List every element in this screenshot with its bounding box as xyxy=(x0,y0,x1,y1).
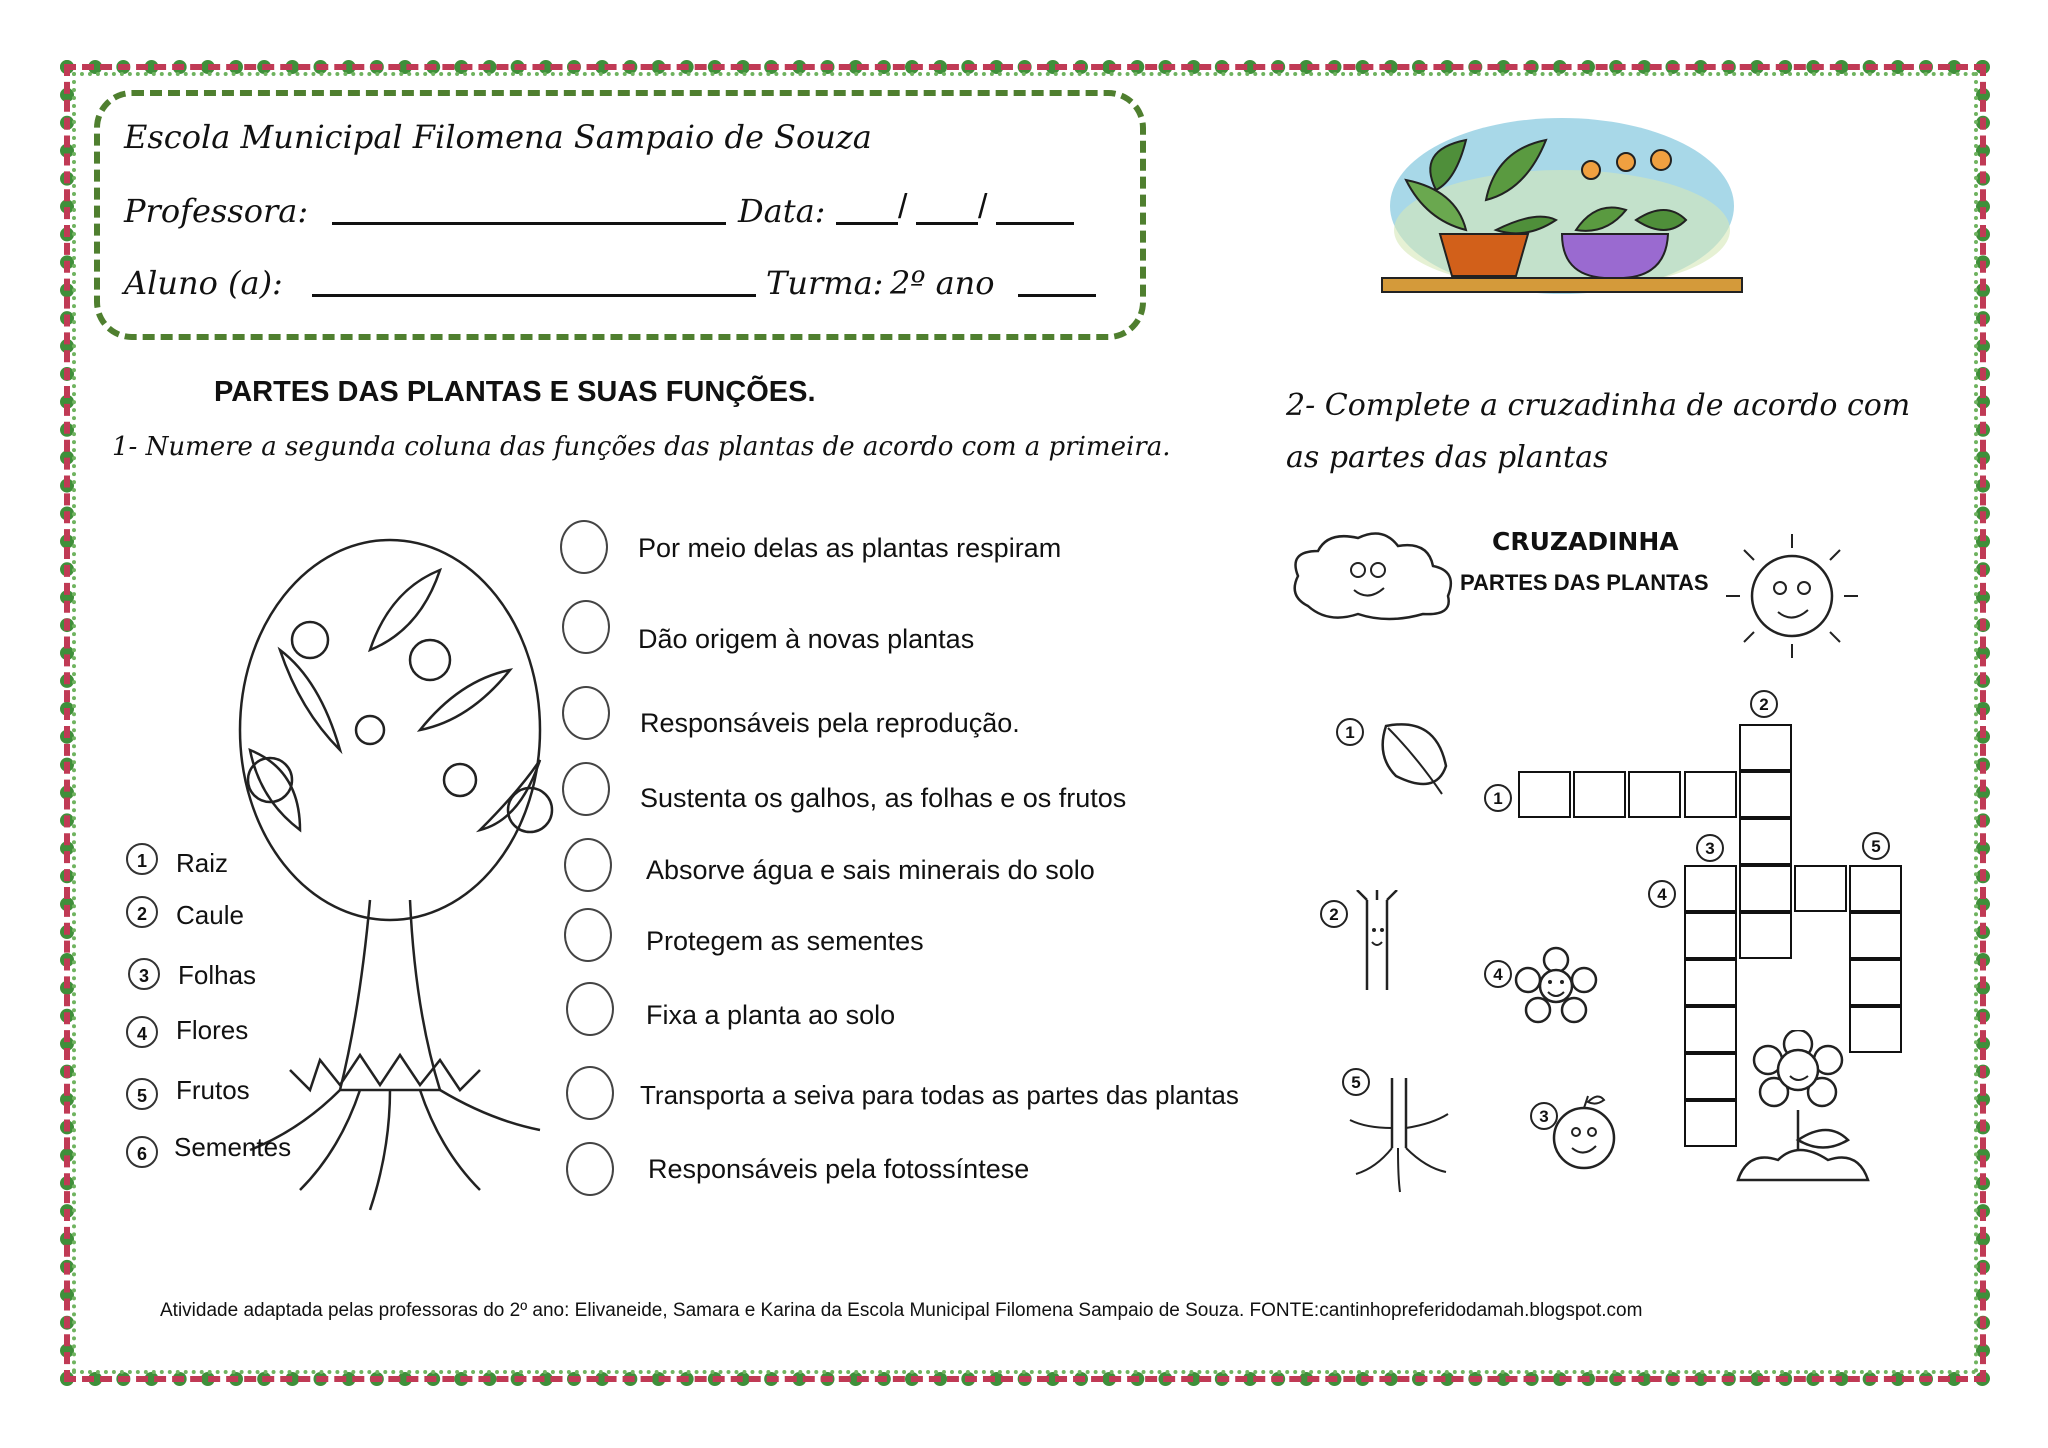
crossword-cell[interactable] xyxy=(1684,771,1737,818)
leaf-icon xyxy=(1376,716,1456,802)
stem-icon xyxy=(1352,890,1402,1000)
crossword-cell[interactable] xyxy=(1628,771,1681,818)
crossword-cell[interactable] xyxy=(1849,912,1902,959)
date-year-field[interactable] xyxy=(996,222,1074,225)
option-number-circle: 3 xyxy=(128,958,160,990)
date-separator-2: / xyxy=(978,188,988,226)
crossword-cell[interactable] xyxy=(1684,912,1737,959)
page-title: PARTES DAS PLANTAS E SUAS FUNÇÕES. xyxy=(214,376,816,408)
date-separator-1: / xyxy=(898,188,908,226)
crossword-cell[interactable] xyxy=(1739,865,1792,912)
crossword-cell[interactable] xyxy=(1684,865,1737,912)
clue-number-1: 1 xyxy=(1336,718,1364,746)
student-field[interactable] xyxy=(312,294,756,297)
class-value: 2º ano xyxy=(890,264,995,302)
date-label: Data: xyxy=(738,192,826,230)
function-text: Por meio delas as plantas respiram xyxy=(638,533,1062,563)
option-label-raiz: Raiz xyxy=(176,848,229,878)
school-name: Escola Municipal Filomena Sampaio de Souza xyxy=(124,118,872,156)
cloud-icon xyxy=(1288,526,1468,626)
function-text: Protegem as sementes xyxy=(646,926,924,956)
crossword-cell[interactable] xyxy=(1684,959,1737,1006)
class-field[interactable] xyxy=(1018,294,1096,297)
exercise2-instruction-line1: 2- Complete a cruzadinha de acordo com xyxy=(1286,388,1911,423)
potted-plants-illustration xyxy=(1376,110,1748,310)
sun-icon xyxy=(1722,530,1862,660)
answer-circle[interactable] xyxy=(566,1066,614,1120)
teacher-label: Professora: xyxy=(124,192,309,230)
crossword-cell[interactable] xyxy=(1739,818,1792,865)
date-month-field[interactable] xyxy=(916,222,978,225)
flower-icon xyxy=(1514,946,1598,1026)
grid-number-1: 1 xyxy=(1484,784,1512,812)
grid-number-3: 3 xyxy=(1696,834,1724,862)
answer-circle[interactable] xyxy=(566,1142,614,1196)
tree-illustration xyxy=(220,530,560,1230)
crossword-cell[interactable] xyxy=(1739,771,1792,818)
answer-circle[interactable] xyxy=(564,908,612,962)
answer-circle[interactable] xyxy=(562,686,610,740)
option-number-circle: 6 xyxy=(126,1136,158,1168)
grid-number-2: 2 xyxy=(1750,690,1778,718)
clue-number-5: 5 xyxy=(1342,1068,1370,1096)
exercise1-instruction: 1- Numere a segunda coluna das funções das plantas de acordo com a primeira. xyxy=(112,432,1171,462)
answer-circle[interactable] xyxy=(562,600,610,654)
function-text: Responsáveis pela fotossíntese xyxy=(648,1154,1030,1184)
student-label: Aluno (a): xyxy=(124,264,283,302)
function-text: Absorve água e sais minerais do solo xyxy=(646,855,1095,885)
clue-number-3: 3 xyxy=(1530,1102,1558,1130)
crossword-subtitle: PARTES DAS PLANTAS xyxy=(1460,570,1709,595)
crossword-title: CRUZADINHA xyxy=(1492,527,1679,556)
footer-credit: Atividade adaptada pelas professoras do 2º ano: Elivaneide, Samara e Karina da Escola Municipal Filomena Sampaio de Souza. FONTE:cantinhopreferidodamah.blogspot.com xyxy=(160,1300,1643,1321)
answer-circle[interactable] xyxy=(560,520,608,574)
date-day-field[interactable] xyxy=(836,222,898,225)
root-icon xyxy=(1346,1068,1452,1194)
function-text: Transporta a seiva para todas as partes das plantas xyxy=(640,1080,1239,1110)
answer-circle[interactable] xyxy=(562,762,610,816)
option-label-folhas: Folhas xyxy=(178,960,257,990)
exercise2-instruction-line2: as partes das plantas xyxy=(1286,440,1609,475)
teacher-field[interactable] xyxy=(332,222,726,225)
answer-circle[interactable] xyxy=(564,838,612,892)
grid-number-4: 4 xyxy=(1648,880,1676,908)
function-text: Fixa a planta ao solo xyxy=(646,1000,896,1030)
grid-number-5: 5 xyxy=(1862,832,1890,860)
option-number-circle: 4 xyxy=(126,1016,158,1048)
option-label-sementes: Sementes xyxy=(174,1132,292,1162)
class-label: Turma: xyxy=(766,264,884,302)
function-text: Dão origem à novas plantas xyxy=(638,624,975,654)
option-number-circle: 2 xyxy=(126,896,158,928)
crossword-cell[interactable] xyxy=(1849,959,1902,1006)
function-text: Responsáveis pela reprodução. xyxy=(640,708,1020,738)
fruit-icon xyxy=(1548,1092,1622,1172)
clue-number-2: 2 xyxy=(1320,900,1348,928)
crossword-cell[interactable] xyxy=(1794,865,1847,912)
function-text: Sustenta os galhos, as folhas e os frutos xyxy=(640,783,1127,813)
crossword-cell[interactable] xyxy=(1518,771,1571,818)
smiling-flower-icon xyxy=(1728,1030,1898,1190)
crossword-cell[interactable] xyxy=(1849,865,1902,912)
option-label-caule: Caule xyxy=(176,900,244,930)
option-label-flores: Flores xyxy=(176,1015,249,1045)
option-number-circle: 1 xyxy=(126,843,158,875)
answer-circle[interactable] xyxy=(566,982,614,1036)
crossword-cell[interactable] xyxy=(1739,724,1792,771)
clue-number-4: 4 xyxy=(1484,960,1512,988)
option-label-frutos: Frutos xyxy=(176,1075,250,1105)
crossword-cell[interactable] xyxy=(1573,771,1626,818)
option-number-circle: 5 xyxy=(126,1078,158,1110)
crossword-cell[interactable] xyxy=(1739,912,1792,959)
